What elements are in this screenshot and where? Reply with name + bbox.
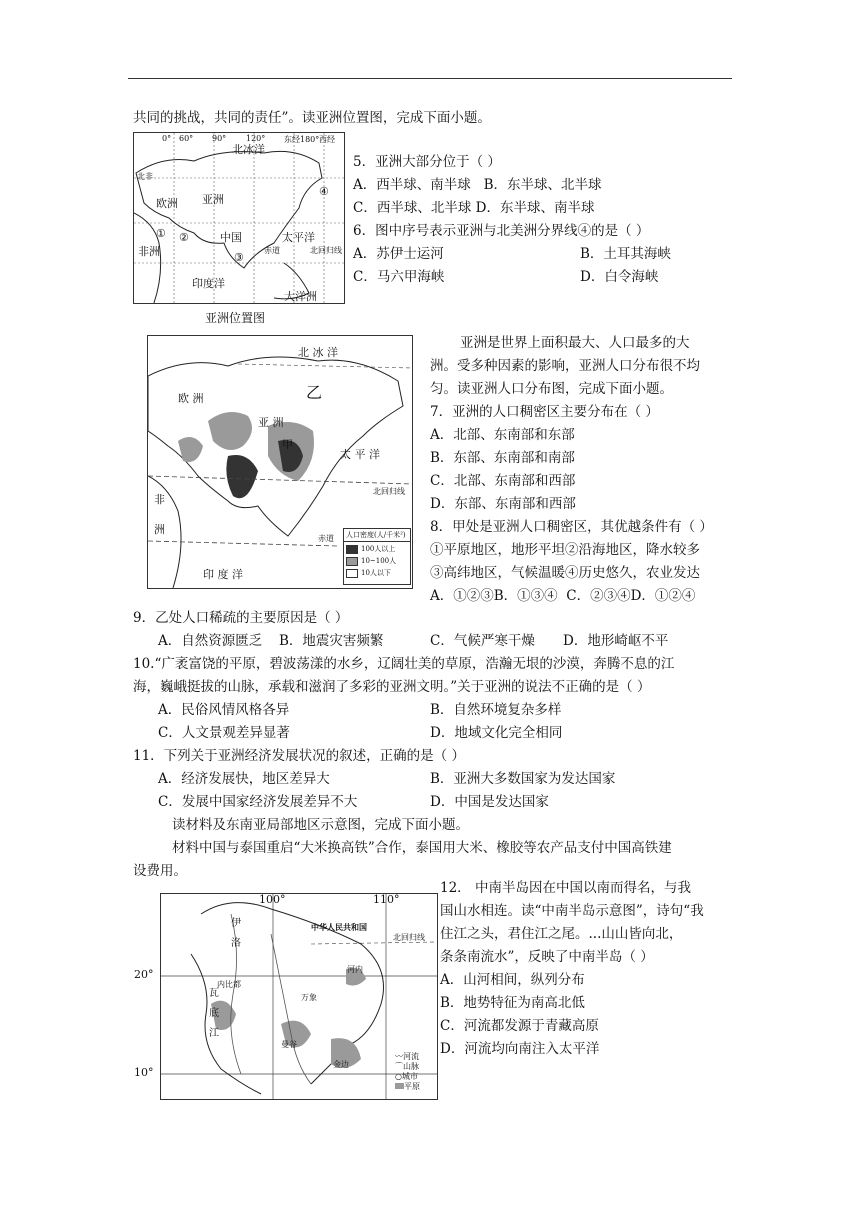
asia-location-map-graphic	[134, 133, 344, 303]
label-lon-100: 100°	[259, 893, 286, 906]
q7-option-c[interactable]: C．北部、东南部和西部	[430, 473, 576, 489]
q9-option-b[interactable]: B．地震灾害频繁	[279, 633, 384, 649]
label-asia: 亚洲	[202, 193, 224, 206]
lon-label-0: 0°	[162, 134, 172, 143]
q6-option-a[interactable]: A．苏伊士运河	[353, 246, 444, 262]
label-phnompenh: 金边	[333, 1060, 349, 1069]
legend-label: 10人以下	[361, 569, 391, 577]
label-tropic: 北回归线	[373, 487, 405, 496]
indochina-map	[160, 893, 438, 1100]
q8-statement-1: ①平原地区，地形平坦②沿海地区，降水较多	[430, 542, 700, 558]
legend-item	[346, 568, 408, 578]
q5-options-ab	[353, 174, 602, 196]
q10-option-c[interactable]: C．人文景观差异显著	[158, 725, 290, 741]
label-jia: 甲	[282, 438, 293, 451]
label-equator: 赤道	[264, 246, 280, 255]
q8-option-d[interactable]: D．①②④	[630, 588, 696, 604]
q10-stem-1: 10.“广袤富饶的平原，碧波荡漾的水乡，辽阔壮美的草原，浩瀚无垠的沙漠，奔腾不息的江	[133, 656, 675, 672]
q5-options-cd	[353, 197, 594, 219]
label-lat-10: 10°	[134, 1066, 154, 1079]
label-north-africa: 北非	[137, 172, 153, 181]
q8-options	[430, 585, 695, 607]
label-1: ①	[156, 227, 166, 240]
q8-stem: 8．甲处是亚洲人口稠密区，其优越条件有（ ）	[430, 519, 713, 535]
asia-location-map-caption: 亚洲位置图	[205, 311, 266, 325]
q10-option-a[interactable]: A．民俗风情风格各异	[158, 702, 290, 718]
q9-option-d[interactable]: D．地形崎岖不平	[563, 633, 669, 649]
label-china: 中华人民共和国	[311, 922, 367, 932]
q9-stem: 9．乙处人口稀疏的主要原因是（ ）	[133, 610, 349, 626]
label-africa-2: 洲	[154, 523, 165, 536]
label-yi: 乙	[306, 383, 323, 402]
label-hanoi: 河内	[347, 965, 363, 974]
legend-swatch	[346, 569, 358, 578]
legend-label: 10~100人	[361, 557, 397, 565]
q12-option-a[interactable]: A．山河相间，纵列分布	[440, 972, 585, 988]
q11-option-d[interactable]: D．中国是发达国家	[430, 794, 549, 810]
q11-option-b[interactable]: B．亚洲大多数国家为发达国家	[430, 771, 616, 787]
legend-label: 100人以上	[361, 545, 396, 553]
label-africa: 非洲	[138, 245, 160, 258]
label-oceania: 大洋洲	[284, 290, 317, 303]
legend-plain: 平原	[395, 1082, 435, 1092]
q12-stem-3: 住江之头，君住江之尾。...山山皆向北，	[440, 926, 683, 942]
q7-stem: 7．亚洲的人口稠密区主要分布在（ ）	[430, 404, 659, 420]
legend-mountain: ⌒山脉	[395, 1062, 419, 1071]
q5-option-b[interactable]: B．东半球、北半球	[483, 177, 602, 193]
lon-label-120: 120°	[246, 134, 266, 143]
q12-option-b[interactable]: B．地势特征为南高北低	[440, 995, 585, 1011]
label-3: ③	[234, 251, 244, 264]
q8-option-a[interactable]: A．①②③	[430, 588, 494, 604]
legend-item	[346, 556, 408, 566]
q10-option-d[interactable]: D．地域文化完全相同	[430, 725, 563, 741]
q7-option-b[interactable]: B．东部、东南部和南部	[430, 450, 575, 466]
label-pacific: 太平洋	[282, 231, 315, 244]
legend-item	[346, 544, 408, 554]
q8-option-c[interactable]: C．②③④	[566, 588, 631, 604]
intro-line: 共同的挑战，共同的责任”。读亚洲位置图，完成下面小题。	[133, 110, 491, 126]
q12-option-c[interactable]: C．河流都发源于青藏高原	[440, 1018, 599, 1034]
q8-option-b[interactable]: B．①③④	[493, 588, 558, 604]
para-asia-1: 亚洲是世界上面积最大、人口最多的大	[460, 335, 690, 351]
label-equator: 赤道	[318, 534, 334, 543]
legend-river: 〰河流	[395, 1052, 419, 1061]
label-lon-110: 110°	[373, 893, 400, 906]
label-lat-20: 20°	[134, 968, 154, 981]
label-pacific: 太 平 洋	[340, 448, 380, 461]
q8-statement-2: ③高纬地区，气候温暖④历史悠久，农业发达	[430, 565, 700, 581]
label-river-5: 江	[209, 1028, 219, 1039]
q6-option-c[interactable]: C．马六甲海峡	[353, 269, 445, 285]
q12-option-d[interactable]: D．河流均向南注入太平洋	[440, 1041, 600, 1057]
para-se-1: 读材料及东南亚局部地区示意图，完成下面小题。	[172, 817, 469, 833]
q5-option-a[interactable]: A．西半球、南半球	[353, 177, 471, 193]
label-river-4: 底	[209, 1008, 219, 1019]
legend-swatch	[346, 545, 358, 554]
label-bangkok: 曼谷	[281, 1040, 297, 1049]
label-china: 中国	[220, 231, 242, 244]
q9-option-a[interactable]: A．自然资源匮乏	[158, 633, 263, 649]
label-europe: 欧 洲	[178, 392, 204, 405]
population-legend	[343, 528, 411, 585]
lon-label-180e: 东经180°	[284, 135, 320, 144]
label-arctic-ocean: 北冰洋	[232, 143, 265, 156]
label-africa-1: 非	[154, 493, 165, 506]
asia-population-map	[147, 335, 413, 589]
q7-option-a[interactable]: A．北部、东南部和东部	[430, 427, 575, 443]
q12-stem-2: 国山水相连。读“中南半岛示意图”，诗句“我	[440, 903, 704, 919]
q10-stem-2: 海，巍峨挺拔的山脉，承载和滋润了多彩的亚洲文明。”关于亚洲的说法不正确的是（ ）	[133, 679, 651, 695]
lon-label-60: 60°	[179, 134, 194, 143]
legend-title: 人口密度(人/千米²)	[344, 529, 410, 542]
lon-label-90: 90°	[212, 134, 227, 143]
q5-stem: 5．亚洲大部分位于（ ）	[353, 154, 501, 170]
label-tropic: 北回归线	[393, 933, 425, 942]
label-indian-ocean: 印度洋	[192, 277, 225, 290]
q10-option-b[interactable]: B．自然环境复杂多样	[430, 702, 562, 718]
para-se-2a: 材料中国与泰国重启“大米换高铁”合作，泰国用大米、橡胶等农产品支付中国高铁建	[172, 840, 672, 856]
indochina-legend	[395, 1052, 435, 1092]
label-vientiane: 万象	[301, 993, 317, 1002]
label-asia: 亚 洲	[258, 416, 284, 429]
label-4: ④	[319, 185, 329, 198]
label-naypyidaw: 内比都	[217, 980, 241, 989]
label-europe: 欧洲	[156, 197, 178, 210]
q7-option-d[interactable]: D．东部、东南部和西部	[430, 496, 576, 512]
legend-swatch	[346, 557, 358, 566]
q6-option-b[interactable]: B．土耳其海峡	[580, 246, 671, 262]
q11-option-a[interactable]: A．经济发展快，地区差异大	[158, 771, 330, 787]
q12-stem-4: 条条南流水”，反映了中南半岛（ ）	[440, 949, 654, 965]
header-rule	[128, 78, 732, 79]
asia-location-map	[133, 132, 345, 304]
q12-stem-1: 12． 中南半岛因在中国以南而得名，与我	[440, 880, 691, 896]
q11-option-c[interactable]: C．发展中国家经济发展差异不大	[158, 794, 358, 810]
label-river-3: 瓦	[209, 988, 219, 999]
label-river-2: 洛	[231, 938, 241, 949]
label-arctic-ocean: 北 冰 洋	[298, 346, 338, 359]
para-asia-2: 洲。受多种因素的影响，亚洲人口分布很不均	[430, 358, 700, 374]
legend-city: ○城市	[395, 1072, 418, 1081]
q9-option-c[interactable]: C．气候严寒干燥	[430, 633, 535, 649]
lon-label-w: 西经	[319, 135, 335, 144]
q5-option-d[interactable]: D．东半球、南半球	[475, 200, 595, 216]
q5-option-c[interactable]: C．西半球、北半球	[353, 200, 472, 216]
label-tropic: 北回归线	[310, 246, 342, 255]
label-indian-ocean: 印 度 洋	[203, 568, 243, 581]
para-asia-3: 匀。读亚洲人口分布图，完成下面小题。	[430, 381, 673, 397]
q6-stem: 6．图中序号表示亚洲与北美洲分界线④的是（ ）	[353, 223, 650, 239]
label-river-1: 伊	[231, 918, 241, 929]
para-se-2b: 设费用。	[133, 863, 187, 879]
q6-option-d[interactable]: D．白令海峡	[580, 269, 659, 285]
q11-stem: 11．下列关于亚洲经济发展状况的叙述，正确的是（ ）	[133, 748, 465, 764]
label-2: ②	[179, 231, 189, 244]
